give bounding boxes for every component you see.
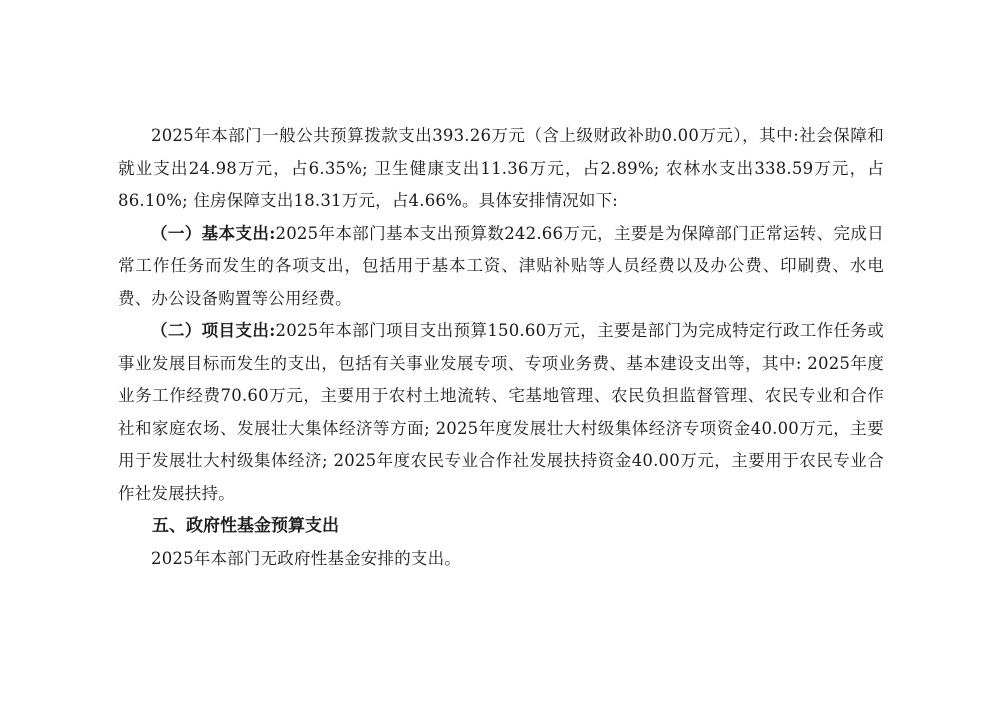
fund-budget-paragraph: 2025年本部门无政府性基金安排的支出。 — [151, 548, 461, 568]
basic-expenditure-label: （一）基本支出: — [151, 223, 276, 243]
budget-summary-paragraph: 2025年本部门一般公共预算拨款支出393.26万元（含上级财政补助0.00万元），其中:社会保障和就业支出24.98万元，占6.35%; 卫生健康支出11.36万元，占2.89%; 农林水支出338.59万元，占86.10%; 住房保障支出18.31万元，占4.66%。具体安排情况如下: — [118, 126, 884, 210]
section-heading-fund-budget: 五、政府性基金预算支出 — [152, 516, 339, 536]
basic-expenditure-paragraph — [118, 218, 884, 316]
project-expenditure-paragraph — [118, 315, 884, 510]
document-page — [118, 120, 884, 575]
project-expenditure-label: （二）项目支出: — [151, 321, 276, 340]
basic-expenditure-text: 2025年本部门基本支出预算数242.66万元，主要是为保障部门正常运转、完成日常工作任务而发生的各项支出，包括用于基本工资、津贴补贴等人员经费以及办公费、印刷费、水电费、办公设备购置等公用经费。 — [118, 223, 884, 308]
project-expenditure-text: 2025年本部门项目支出预算150.60万元，主要是部门为完成特定行政工作任务或事业发展目标而发生的支出，包括有关事业发展专项、专项业务费、基本建设支出等，其中: 2025年度业务工作经费70.60万元，主要用于农村土地流转、宅基地管理、农民负担监督管理、农民专业和合作社和家庭农场、发展壮大集体经济等方面; 2025年度发展壮大村级集体经济专项资金40.00万元，主要用于发展壮大村级集体经济; 2025年度农民专业合作社发展扶持资金40.00万元，主要用于农民专业合作社发展扶持。 — [118, 321, 884, 503]
